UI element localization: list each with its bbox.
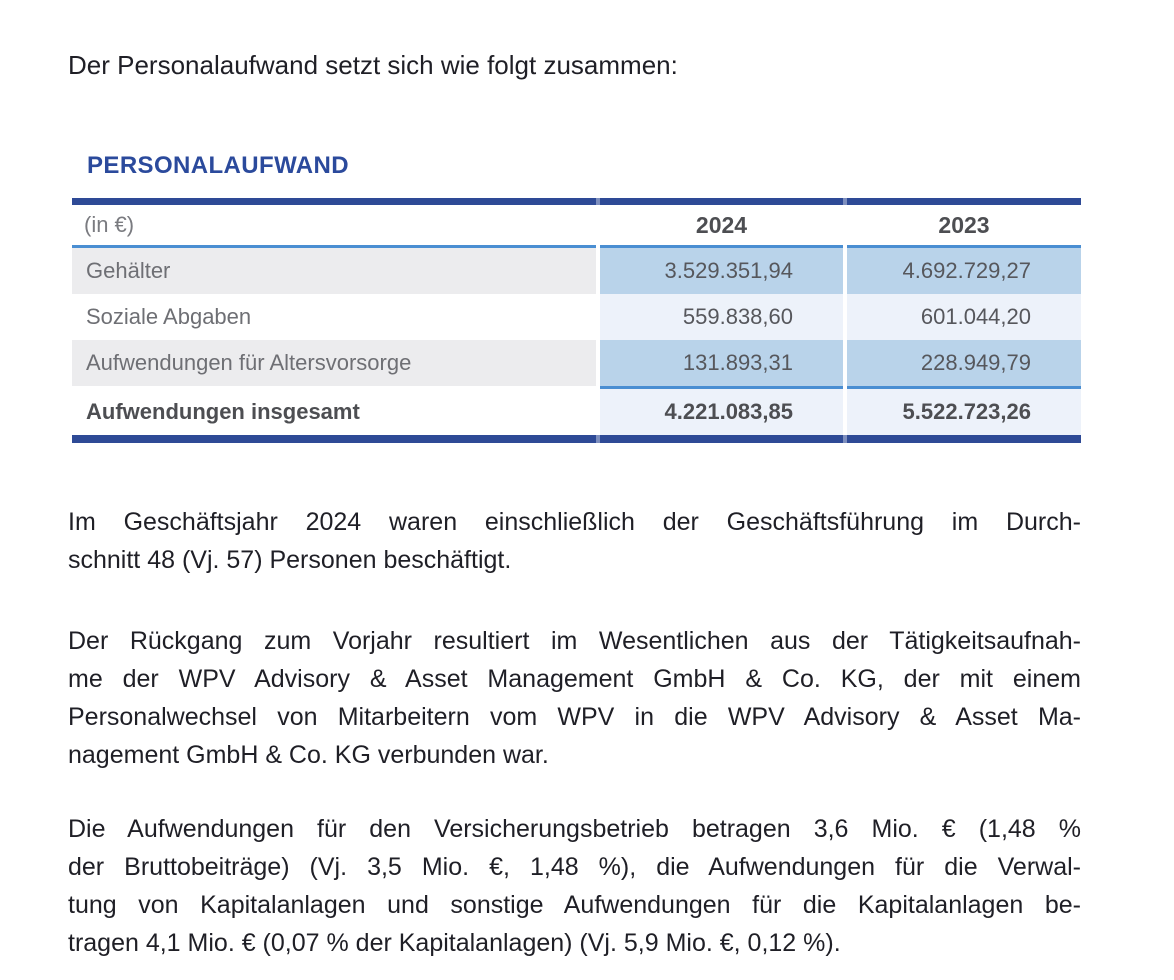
row-value-2024: 3.529.351,94	[600, 248, 843, 294]
text-line: tragen 4,1 Mio. € (0,07 % der Kapitalanlagen) (Vj. 5,9 Mio. €, 0,12 %).	[68, 929, 841, 957]
text-line: Die Aufwendungen für den Versicherungsbetrieb betragen 3,6 Mio. € (1,48 %	[68, 815, 1081, 843]
text-line: der Bruttobeiträge) (Vj. 3,5 Mio. €, 1,48 %), die Aufwendungen für die Verwal-	[68, 853, 1081, 881]
row-label: Soziale Abgaben	[72, 294, 596, 340]
table-title: PERSONALAUFWAND	[87, 152, 349, 179]
text-line: me der WPV Advisory & Asset Management GmbH & Co. KG, der mit einem	[68, 665, 1081, 693]
text-line: Der Rückgang zum Vorjahr resultiert im Wesentlichen aus der Tätigkeitsaufnah-	[68, 627, 1081, 655]
year-header-2023: 2023	[847, 205, 1081, 245]
column-gap-slit	[596, 435, 600, 443]
year-header-2024: 2024	[600, 205, 843, 245]
column-gap-slit	[596, 198, 600, 205]
row-label: Gehälter	[72, 248, 596, 294]
text-line: schnitt 48 (Vj. 57) Personen beschäftigt.	[68, 546, 512, 574]
paragraph-employees	[68, 503, 1081, 579]
total-value-2023: 5.522.723,26	[847, 389, 1081, 435]
row-value-2023: 601.044,20	[847, 294, 1081, 340]
paragraph-expense-ratios	[68, 810, 1081, 962]
table-bottom-rule	[72, 435, 1081, 443]
row-label: Aufwendungen für Altersvorsorge	[72, 340, 596, 386]
unit-label: (in €)	[72, 205, 596, 245]
total-row-label: Aufwendungen insgesamt	[72, 389, 596, 435]
total-value-2024: 4.221.083,85	[600, 389, 843, 435]
column-gap-slit	[843, 435, 847, 443]
text-line: tung von Kapitalanlagen und sonstige Aufwendungen für die Kapitalanlagen be-	[68, 891, 1081, 919]
intro-text: Der Personalaufwand setzt sich wie folgt zusammen:	[68, 50, 678, 80]
row-value-2024: 559.838,60	[600, 294, 843, 340]
row-value-2023: 4.692.729,27	[847, 248, 1081, 294]
paragraph-decline-explanation	[68, 622, 1081, 774]
text-line: Personalwechsel von Mitarbeitern vom WPV in die WPV Advisory & Asset Ma-	[68, 703, 1081, 731]
table-top-rule	[72, 198, 1081, 205]
text-line: Im Geschäftsjahr 2024 waren einschließlich der Geschäftsführung im Durch-	[68, 508, 1081, 536]
row-value-2024: 131.893,31	[600, 340, 843, 386]
column-gap-slit	[843, 198, 847, 205]
text-line: nagement GmbH & Co. KG verbunden war.	[68, 741, 549, 769]
personnel-expenses-table	[72, 198, 1081, 443]
row-value-2023: 228.949,79	[847, 340, 1081, 386]
